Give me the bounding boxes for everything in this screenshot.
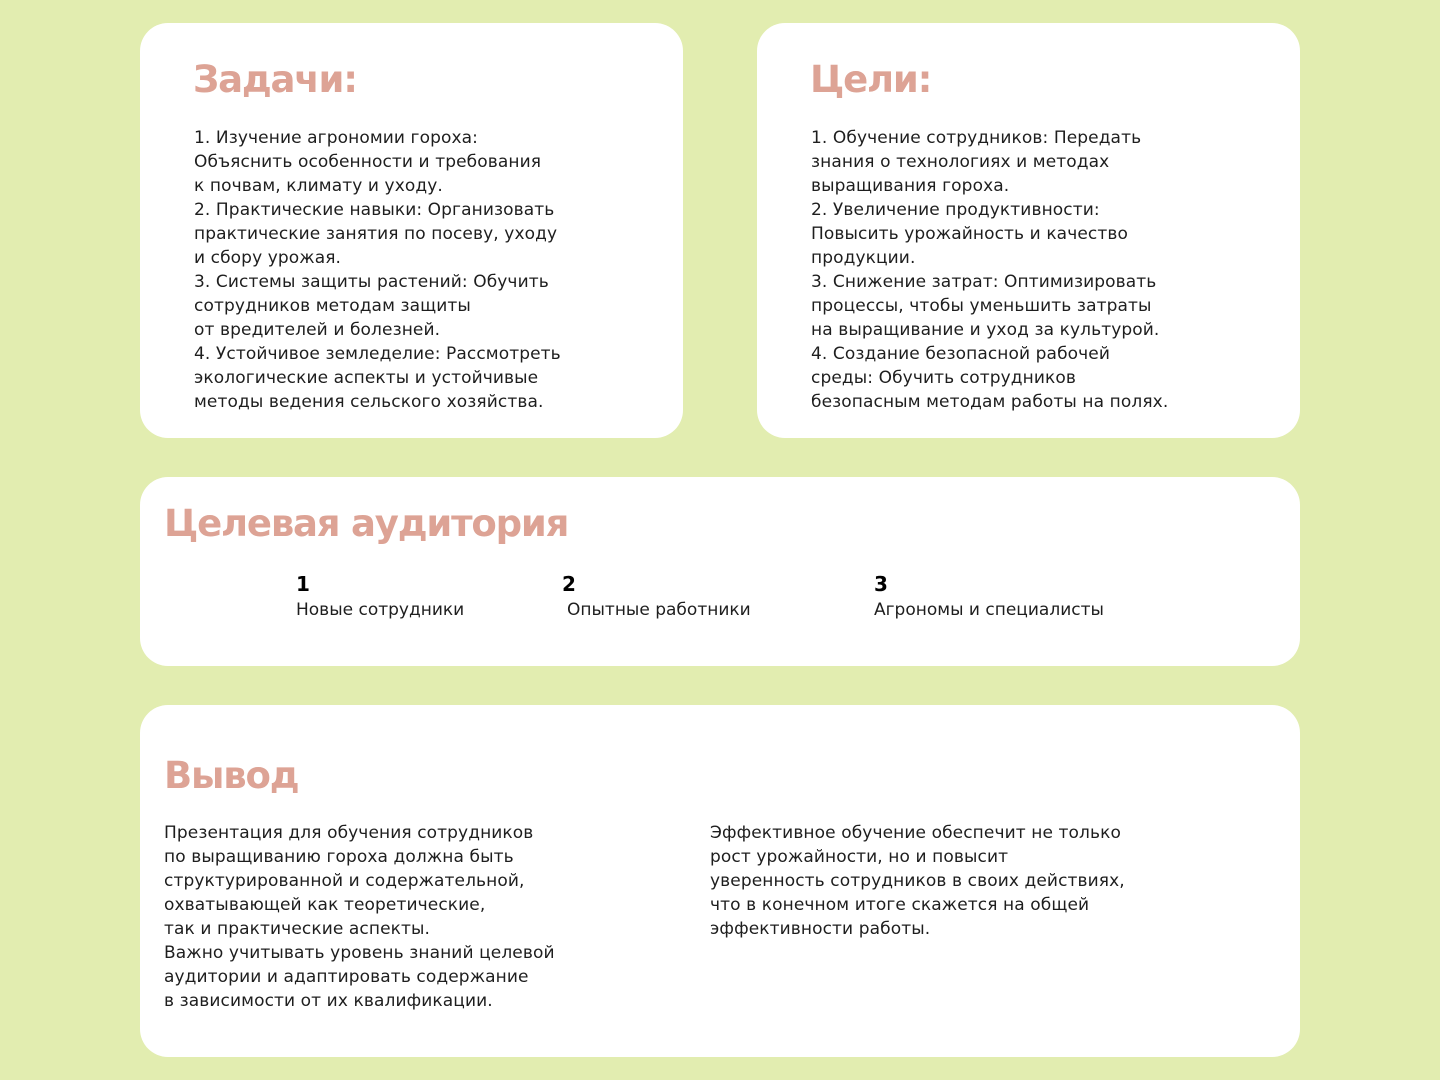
audience-item-label: Опытные работники [567,600,751,620]
audience-item-number: 1 [296,572,310,596]
audience-item-label: Агрономы и специалисты [874,600,1104,620]
tasks-heading: Задачи: [193,58,357,101]
goals-list-text: 1. Обучение сотрудников: Передать знания о технологиях и методах выращивания гороха. 2. Увеличение продуктивности: Повысить урожайность и качество продукции. 3. Снижение затрат: Оптимизировать процессы, чтобы уменьшить затраты на выращивание и уход за культурой. 4. Создание безопасной рабочей среды: Обучить сотрудников безопасным методам работы на полях. [811,128,1169,412]
conclusion-right-text: Эффективное обучение обеспечит не только рост урожайности, но и повысит уверенность сотрудников в своих действиях, что в конечном итоге скажется на общей эффективности работы. [710,823,1125,939]
audience-item [296,572,464,622]
audience-item [562,572,751,622]
goals-card [757,23,1300,438]
goals-heading: Цели: [810,58,932,101]
conclusion-card [140,705,1300,1057]
target-audience-heading: Целевая аудитория [164,502,569,545]
audience-item [874,572,1104,622]
target-audience-card [140,477,1300,666]
tasks-card [140,23,683,438]
audience-item-label: Новые сотрудники [296,600,465,620]
audience-item-number: 3 [874,572,888,596]
audience-item-number: 2 [562,572,576,596]
tasks-list-text: 1. Изучение агрономии гороха: Объяснить особенности и требования к почвам, климату и уходу. 2. Практические навыки: Организовать практические занятия по посеву, уходу и сбору урожая. 3. Системы защиты растений: Обучить сотрудников методам защиты от вредителей и болезней. 4. Устойчивое земледелие: Рассмотреть экологические аспекты и устойчивые методы ведения сельского хозяйства. [194,128,561,412]
conclusion-heading: Вывод [164,754,299,797]
conclusion-left-text: Презентация для обучения сотрудников по выращиванию гороха должна быть структурированной и содержательной, охватывающей как теоретические, так и практические аспекты. Важно учитывать уровень знаний целевой аудитории и адаптировать содержание в зависимости от их квалификации. [164,823,555,1011]
